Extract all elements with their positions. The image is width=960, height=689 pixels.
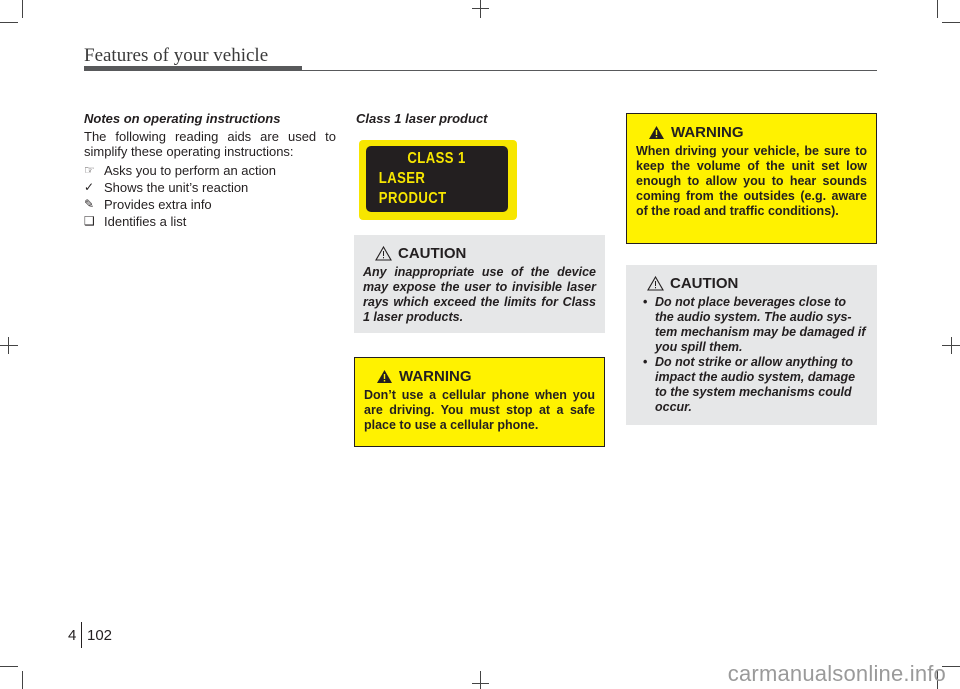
pointing-hand-icon: ☞ xyxy=(84,163,95,177)
checkmark-icon: ✓ xyxy=(84,180,95,194)
warning-phone-box xyxy=(354,357,605,447)
list-item-text: Asks you to perform an action xyxy=(104,163,276,178)
page-header-title: Features of your vehicle xyxy=(84,45,269,66)
notes-heading: Notes on operating instructions xyxy=(84,111,281,126)
footer-divider xyxy=(81,622,82,648)
laser-label-line1: CLASS 1 xyxy=(407,150,467,167)
laser-label-line2: LASER PRODUCT xyxy=(378,170,447,207)
list-item: • Do not place beverages close to the audio system. The audio sys-tem mechanism may be damaged if you spill them. xyxy=(643,295,866,354)
page-number: 102 xyxy=(87,627,113,644)
watermark: carmanualsonline.info xyxy=(727,661,946,686)
class1-laser-label xyxy=(359,140,517,220)
notes-list xyxy=(84,162,336,230)
list-item xyxy=(84,179,336,196)
caution-audio-box xyxy=(626,265,877,425)
list-item-text: Shows the unit’s reaction xyxy=(104,180,249,195)
list-item xyxy=(84,162,336,179)
list-item: • Do not strike or allow anything to impact the audio system, damage to the system mechanisms could occur. xyxy=(643,355,856,414)
notes-intro: The following reading aids are used to simplify these operating instructions: xyxy=(84,129,336,159)
caution-triangle-icon xyxy=(647,276,664,291)
list-item-text: Provides extra info xyxy=(104,197,212,212)
caution-laser-box xyxy=(354,235,605,333)
chapter-number: 4 xyxy=(68,627,77,644)
laser-label-plate xyxy=(366,146,508,212)
header-rule-dark xyxy=(84,66,302,71)
warning-triangle-icon xyxy=(376,369,393,384)
warning-triangle-icon xyxy=(648,125,665,140)
warning-body: When driving your vehicle, be sure to keep the volume of the unit set low enough to allow you to hear sounds coming from the outsides (e.g. aware of the road and traffic conditions). xyxy=(636,144,867,218)
caution-title: CAUTION xyxy=(375,243,596,263)
list-item-text: Identifies a list xyxy=(104,214,187,229)
list-item xyxy=(84,196,336,213)
caution-title: CAUTION xyxy=(647,273,868,293)
warning-title: WARNING xyxy=(648,122,867,142)
warning-body: Don’t use a cellular phone when you are driving. You must stop at a safe place to use a cellular phone. xyxy=(364,388,595,432)
warning-volume-box xyxy=(626,113,877,244)
list-item xyxy=(84,213,336,230)
warning-title: WARNING xyxy=(376,366,595,386)
caution-triangle-icon xyxy=(375,246,392,261)
laser-heading: Class 1 laser product xyxy=(356,111,488,126)
caution-body: Any inappropriate use of the device may expose the user to invisible laser rays which exceed the limits for Class 1 laser products. xyxy=(363,265,596,324)
pencil-icon: ✎ xyxy=(84,197,95,211)
checkbox-icon: ❑ xyxy=(84,214,95,228)
header-rule xyxy=(302,70,877,71)
caution-bullets xyxy=(635,295,868,415)
